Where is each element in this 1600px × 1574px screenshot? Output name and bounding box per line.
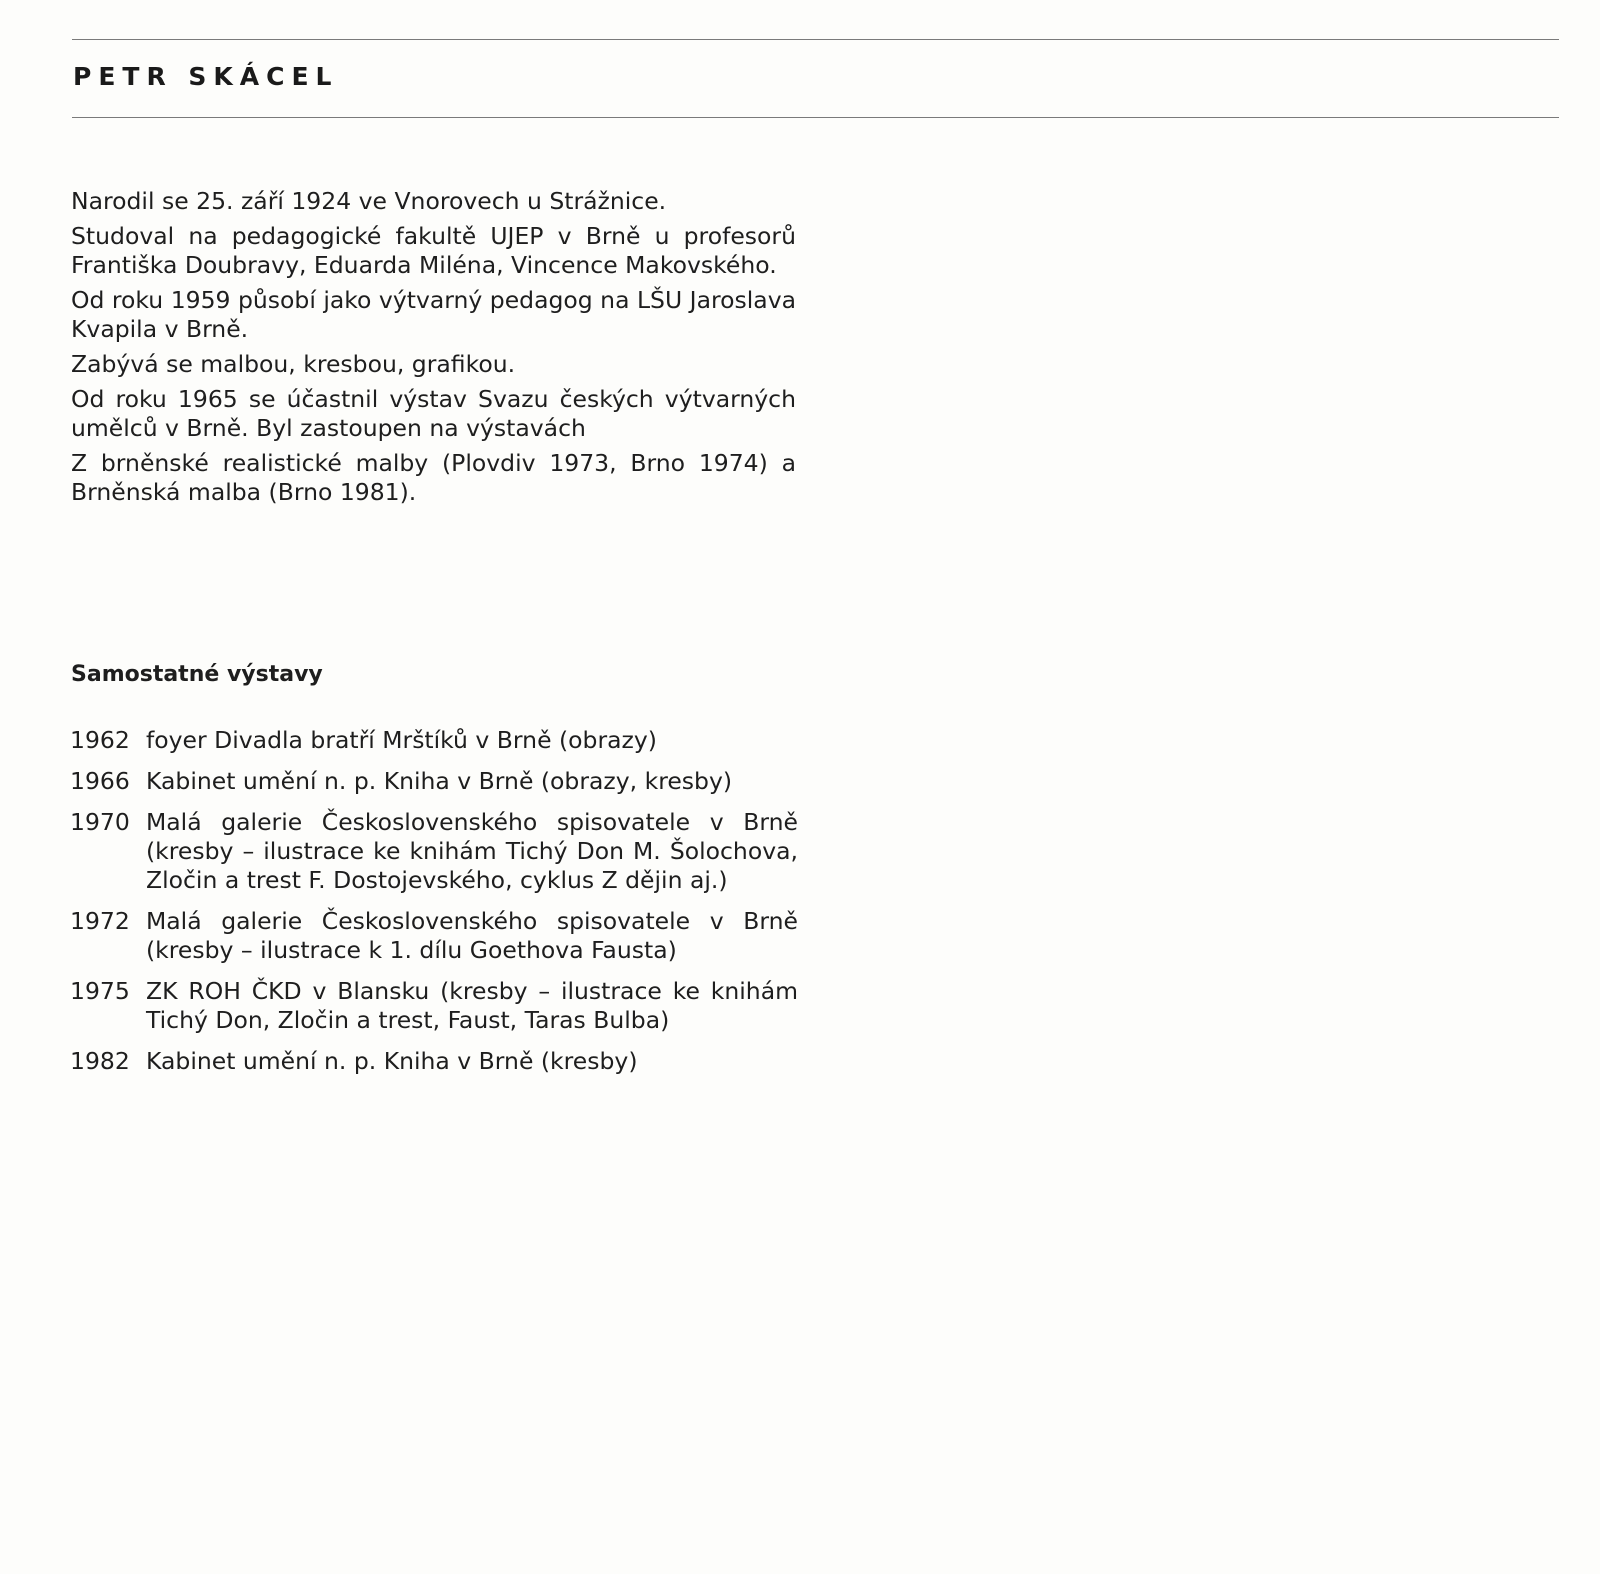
- exhibitions-list: [70, 726, 798, 1088]
- exhibition-year: 1962: [70, 726, 130, 754]
- exhibition-description: Malá galerie Československého spisovatele v Brně (kresby – ilustrace ke knihám Tichý Don M. Šolochova, Zločin a trest F. Dostojevského, cyklus Z dějin aj.): [146, 808, 798, 894]
- exhibition-year: 1982: [70, 1047, 130, 1075]
- exhibition-year: 1975: [70, 977, 130, 1005]
- exhibition-item: [70, 977, 798, 1035]
- exhibition-item: [70, 907, 798, 965]
- exhibition-item: [70, 726, 798, 755]
- exhibition-description: Kabinet umění n. p. Kniha v Brně (obrazy, kresby): [146, 767, 733, 795]
- bio-paragraph: Od roku 1965 se účastnil výstav Svazu českých výtvarných umělců v Brně. Byl zastoupen na výstavách: [71, 385, 796, 442]
- exhibition-item: [70, 767, 798, 796]
- header-divider: [72, 117, 1559, 118]
- exhibition-item: [70, 808, 798, 895]
- exhibition-year: 1970: [70, 808, 130, 836]
- top-divider: [72, 39, 1559, 40]
- exhibitions-heading: Samostatné výstavy: [71, 662, 323, 687]
- bio-paragraph: Z brněnské realistické malby (Plovdiv 1973, Brno 1974) a Brněnská malba (Brno 1981).: [71, 449, 796, 506]
- bio-paragraph: Narodil se 25. září 1924 ve Vnorovech u Strážnice.: [71, 187, 667, 215]
- exhibition-year: 1972: [70, 907, 130, 935]
- exhibition-year: 1966: [70, 767, 130, 795]
- exhibition-description: Malá galerie Československého spisovatele v Brně (kresby – ilustrace k 1. dílu Goethova Fausta): [146, 907, 798, 964]
- exhibition-item: [70, 1047, 798, 1076]
- exhibition-description: foyer Divadla bratří Mrštíků v Brně (obrazy): [146, 726, 657, 754]
- bio-paragraph: Od roku 1959 působí jako výtvarný pedagog na LŠU Jaroslava Kvapila v Brně.: [71, 286, 796, 343]
- bio-paragraph: Studoval na pedagogické fakultě UJEP v Brně u profesorů Františka Doubravy, Eduarda Miléna, Vincence Makovského.: [71, 222, 796, 279]
- exhibition-description: Kabinet umění n. p. Kniha v Brně (kresby): [146, 1047, 638, 1075]
- bio-paragraph: Zabývá se malbou, kresbou, grafikou.: [71, 350, 516, 378]
- biography: [71, 187, 796, 513]
- author-name: PETR SKÁCEL: [73, 62, 339, 91]
- exhibition-description: ZK ROH ČKD v Blansku (kresby – ilustrace ke knihám Tichý Don, Zločin a trest, Faust, Taras Bulba): [146, 977, 798, 1034]
